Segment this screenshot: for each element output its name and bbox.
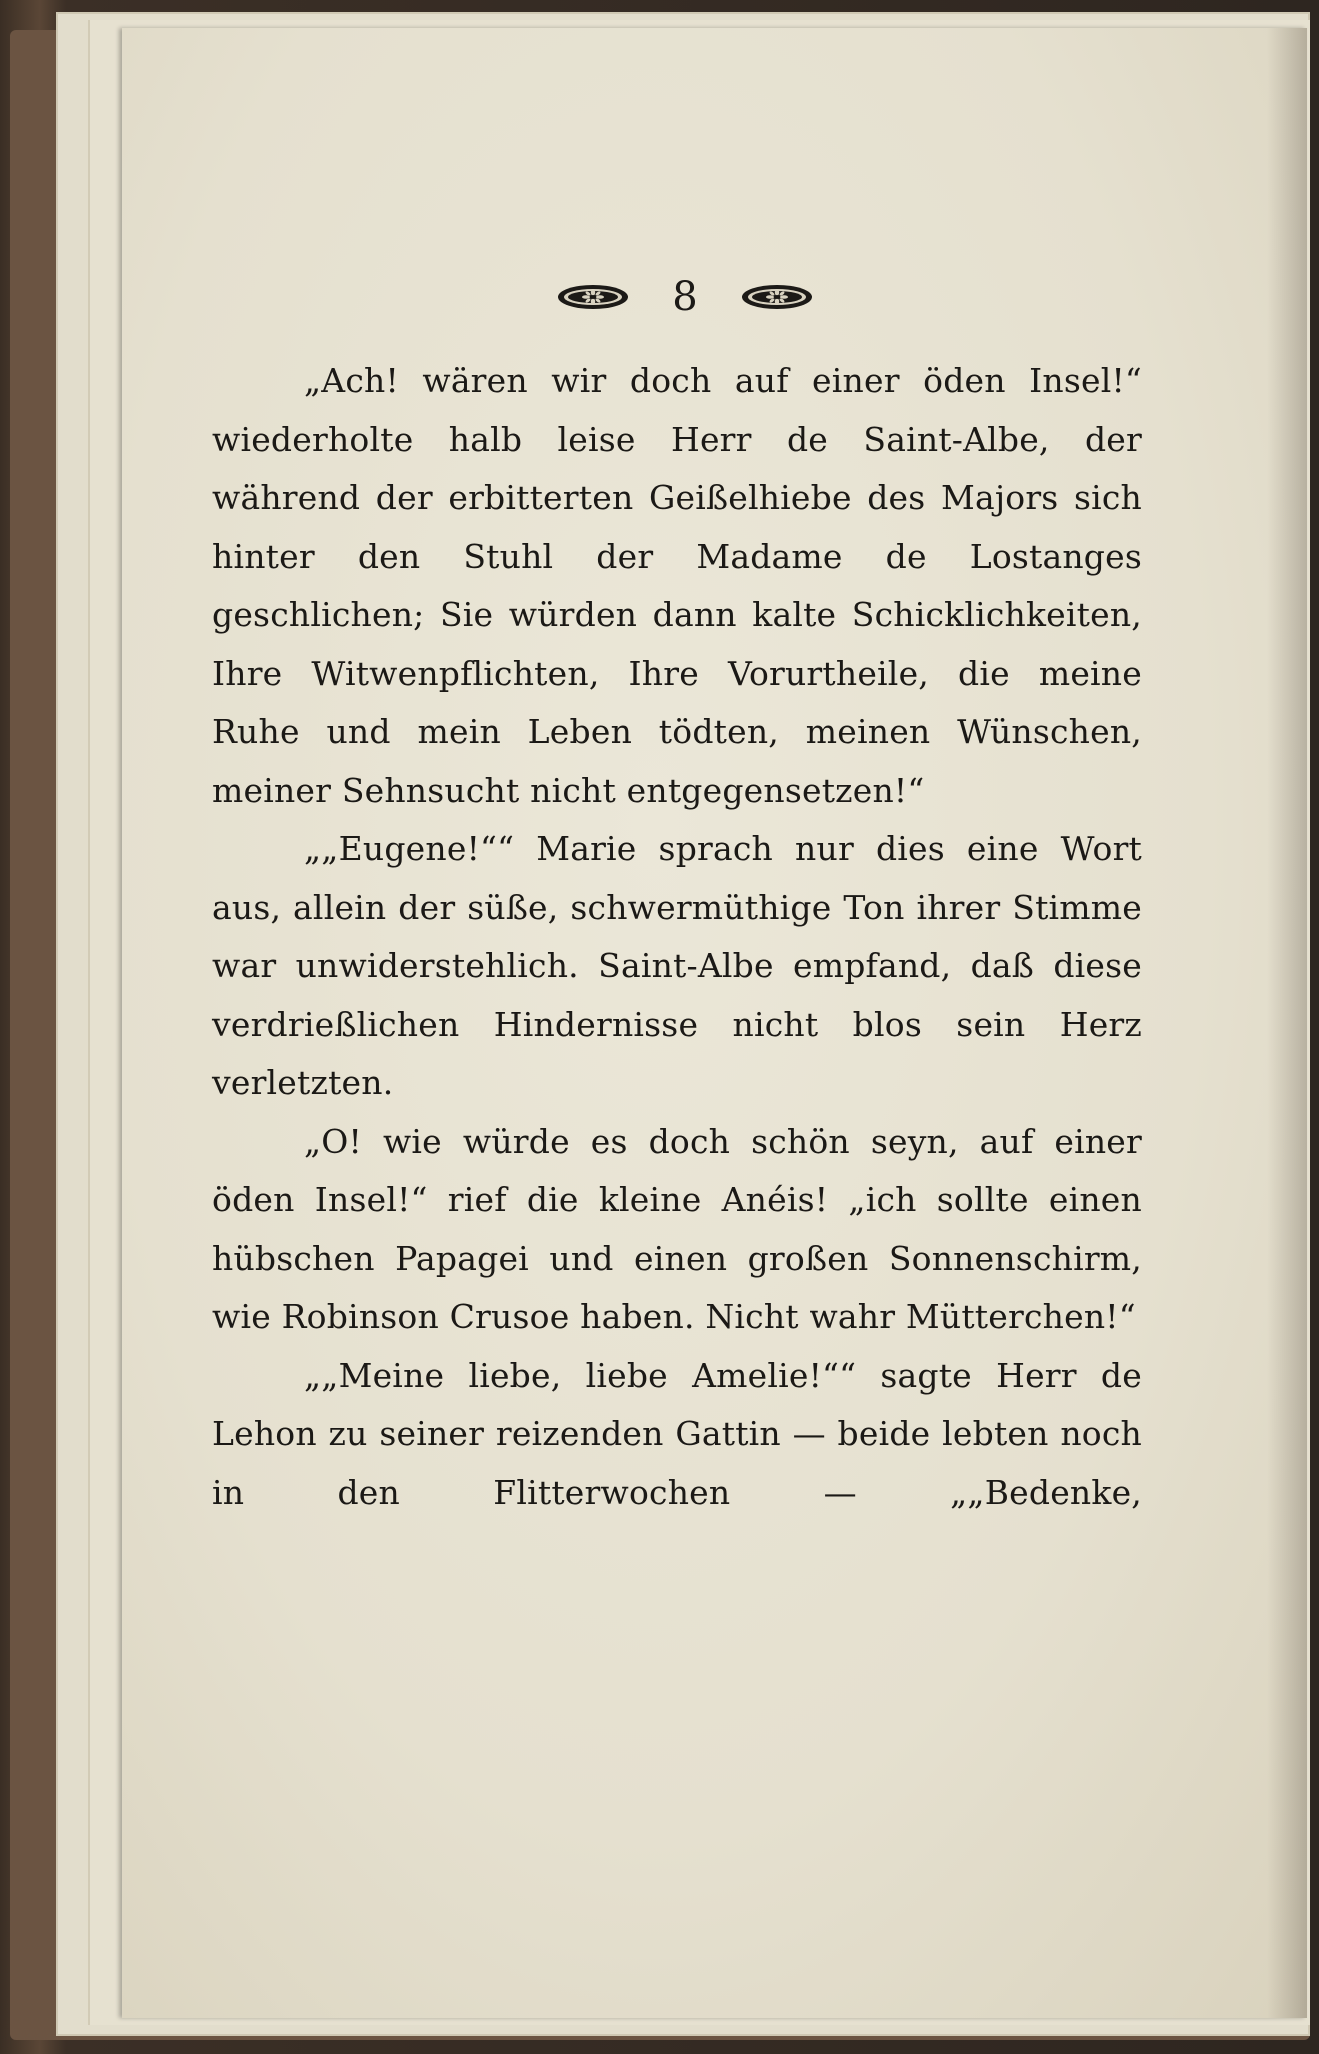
body-text [212,352,1142,1522]
paragraph: „O! wie würde es doch schön seyn, auf einer öden Insel!“ rief die kleine Anéis! „ich sollte einen hübschen Papagei und einen großen Sonnenschirm, wie Robinson Crusoe haben. Nicht wahr Mütterchen!“ [212,1121,1142,1336]
paragraph: „„Meine liebe, liebe Amelie!““ sagte Herr de Lehon zu seiner reizenden Gattin — beide lebten noch in den Flitterwochen — „„Bedenke, [212,1355,1142,1512]
rosette-ornament-right-icon [740,282,814,312]
paragraph: „„Eugene!““ Marie sprach nur dies eine Wort aus, allein der süße, schwermüthige Ton ihrer Stimme war unwiderstehlich. Saint-Albe empfand, daß diese verdrießlichen Hindernisse nicht blos sein Herz verletzten. [212,829,1142,1102]
page-number: 8 [672,274,698,320]
paragraph: „Ach! wären wir doch auf einer öden Insel!“ wiederholte halb leise Herr de Saint-Albe, der während der erbitterten Geißelhiebe des Majors sich hinter den Stuhl der Madame de Lostanges geschlichen; Sie würden dann kalte Schicklichkeiten, Ihre Witwenpflichten, Ihre Vorurtheile, die meine Ruhe und mein Leben tödten, meinen Wünschen, meiner Sehnsucht nicht entgegensetzen!“ [212,361,1142,810]
page-header [470,262,900,332]
page-shadow [1267,28,1307,2018]
rosette-ornament-left-icon [556,282,630,312]
